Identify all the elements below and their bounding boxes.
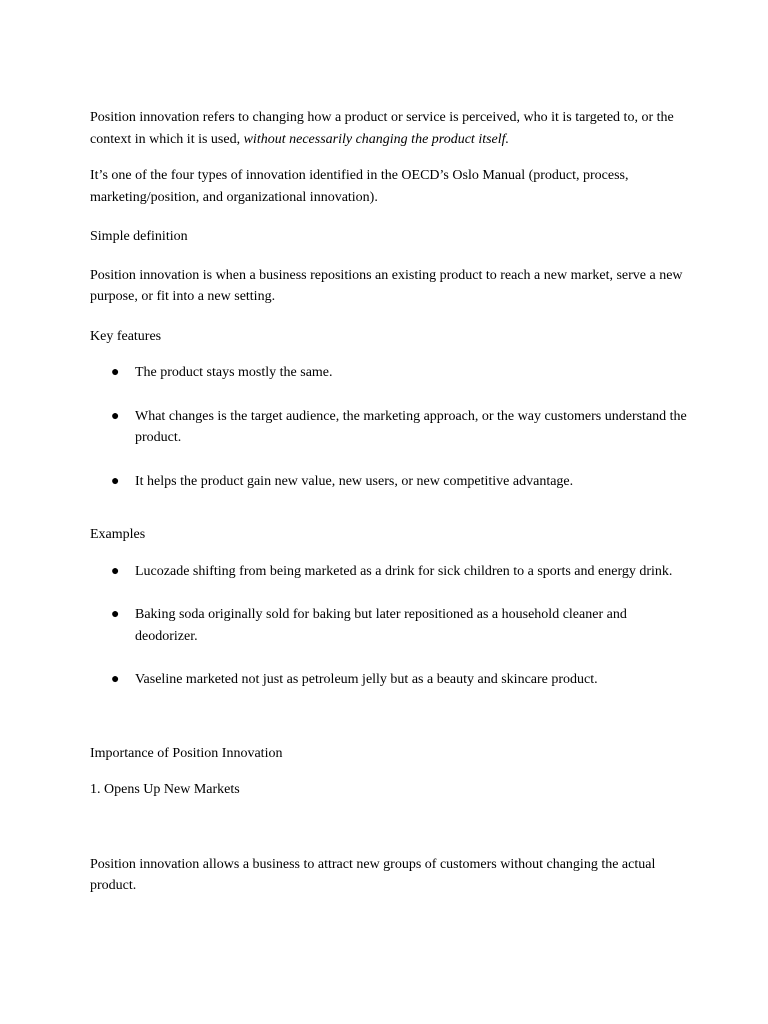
- bullet-icon: ●: [111, 607, 120, 622]
- examples-heading: Examples: [90, 527, 146, 542]
- importance-heading: Importance of Position Innovation: [90, 745, 283, 761]
- simple-definition-body: Position innovation is when a business repositions an existing product to reach a new market, serve a new purpose, or fit into a new setting.: [90, 267, 683, 304]
- oecd-paragraph: It’s one of the four types of innovation identified in the OECD’s Oslo Manual (product, process, marketing/position, and organizational innovation).: [90, 168, 629, 205]
- bullet-icon: ●: [111, 473, 120, 489]
- spacer: [90, 713, 690, 743]
- bullet-icon: ●: [111, 672, 120, 687]
- list-item: [90, 362, 690, 384]
- list-item: [90, 604, 690, 647]
- list-item-text: Vaseline marketed not just as petroleum jelly but as a beauty and skincare product.: [135, 672, 598, 687]
- list-item-text: The product stays mostly the same.: [135, 365, 333, 380]
- simple-definition-heading: Simple definition: [90, 229, 188, 244]
- intro-text: Position innovation refers to changing how a product or service is perceived, who it is targeted to, or the context in which it is used,: [90, 110, 674, 147]
- list-item-text: Baking soda originally sold for baking but later repositioned as a household cleaner and deodorizer.: [135, 607, 627, 644]
- list-item: [90, 406, 690, 449]
- list-item: [90, 669, 690, 691]
- importance-point-1-body: Position innovation allows a business to attract new groups of customers without changing the actual product.: [90, 856, 656, 893]
- spacer: [90, 514, 690, 524]
- bullet-icon: ●: [111, 408, 120, 424]
- document-page: [90, 107, 690, 897]
- importance-point-1-title: 1. Opens Up New Markets: [90, 782, 240, 797]
- list-item: [90, 561, 690, 583]
- list-item-text: It helps the product gain new value, new users, or new competitive advantage.: [135, 473, 574, 489]
- list-item-text: What changes is the target audience, the marketing approach, or the way customers understand the product.: [135, 408, 687, 445]
- key-features-list: [90, 362, 690, 492]
- intro-paragraph: [90, 107, 690, 150]
- examples-list: [90, 561, 690, 691]
- bullet-icon: ●: [111, 563, 120, 579]
- key-features-heading: Key features: [90, 328, 162, 344]
- list-item-text: Lucozade shifting from being marketed as a drink for sick children to a sports and energy drink.: [135, 563, 673, 579]
- list-item: [90, 471, 690, 493]
- intro-italic-text: without necessarily changing the product itself.: [243, 131, 510, 147]
- bullet-icon: ●: [111, 365, 120, 380]
